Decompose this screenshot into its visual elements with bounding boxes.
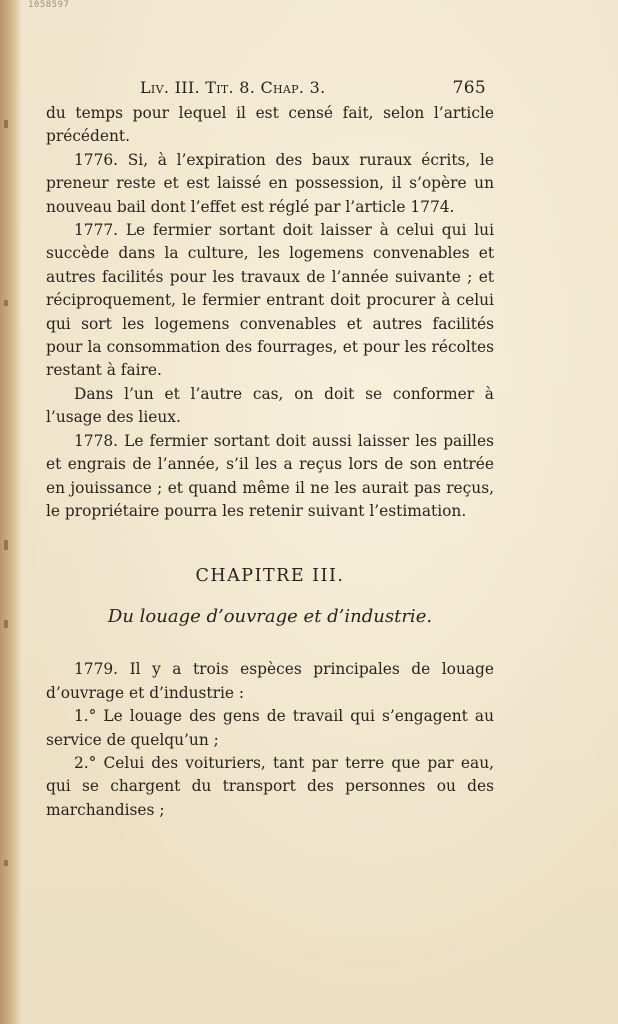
article-1779: 1779. Il y a trois espèces principales de louage d’ouvrage et d’industrie : — [46, 660, 494, 702]
binding-thread-mark — [4, 540, 8, 550]
article-1779-item-2: 2.° Celui des voituriers, tant par terre que par eau, qui se chargent du transport des personnes ou des marchandises ; — [46, 753, 494, 819]
chapter-heading: CHAPITRE III. — [195, 566, 345, 587]
binding-thread-mark — [4, 300, 8, 306]
running-title: Liv. III. Tit. 8. Chap. 3. — [140, 78, 326, 97]
spacer — [46, 634, 494, 658]
article-1778: 1778. Le fermier sortant doit aussi laisser les pailles et engrais de l’année, s’il les a reçus lors de son entrée en jouissance ; et quand même il ne les aurait pas reçus, le propriétaire pourra les retenir suivant l’estimation. — [46, 431, 494, 520]
chapter-subtitle: Du louage d’ouvrage et d’industrie. — [107, 606, 433, 628]
article-1777: 1777. Le fermier sortant doit laisser à celui qui lui succède dans la culture, les logemens convenables et autres facilités pour les travaux de l’année suivante ; et réciproquement, le fermier entrant doit procurer à celui qui sort les logemens convenables et autres facilités pour la consommation des fourrages, et pour les récoltes restant à faire. — [46, 221, 494, 380]
text-block — [46, 78, 494, 822]
article-1777-note: Dans l’un et l’autre cas, on doit se conformer à l’usage des lieux. — [46, 384, 494, 427]
binding-thread-mark — [4, 620, 8, 628]
page-binding-edge — [0, 0, 22, 1024]
binding-thread-mark — [4, 120, 8, 128]
library-stamp: 1058597 — [28, 0, 70, 10]
paragraph-continuation: du temps pour lequel il est censé fait, selon l’article précédent. — [46, 104, 494, 146]
article-1776: 1776. Si, à l’expiration des baux ruraux écrits, le preneur reste et est laissé en possession, il s’opère un nouveau bail dont l’effet est réglé par l’article 1774. — [46, 150, 494, 216]
article-1779-item-1: 1.° Le louage des gens de travail qui s’engagent au service de quelqu’un ; — [46, 707, 494, 749]
running-head — [46, 78, 494, 102]
binding-thread-mark — [4, 860, 8, 866]
page-number: 765 — [452, 78, 486, 98]
